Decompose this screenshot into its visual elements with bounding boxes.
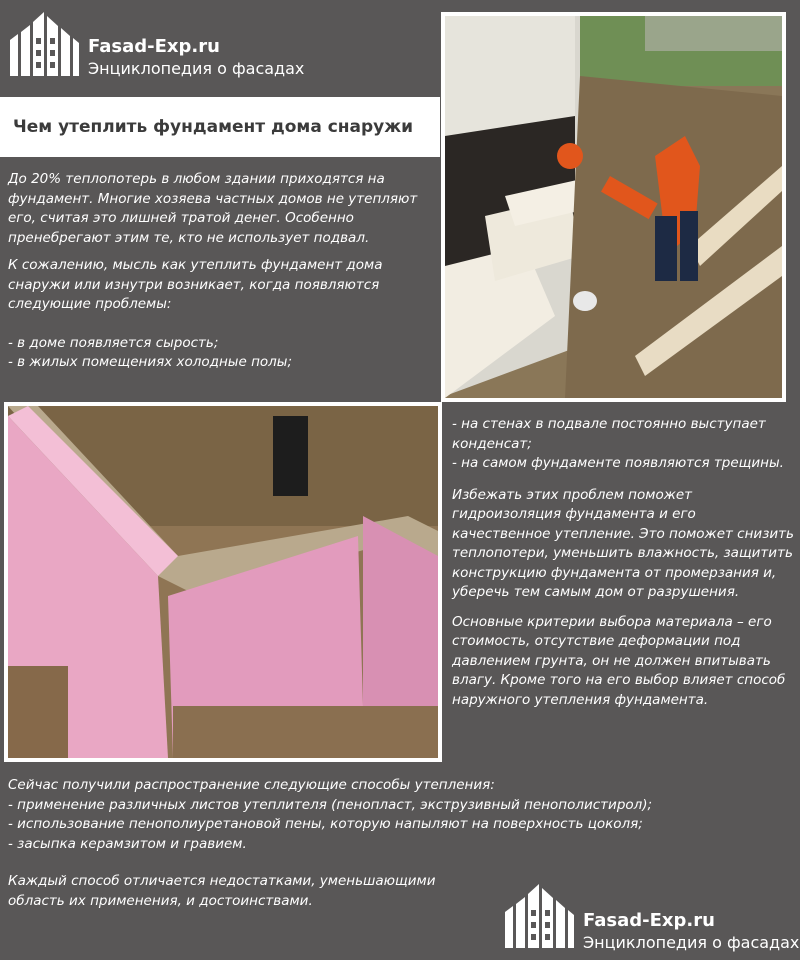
building-logo-icon — [503, 880, 575, 950]
worker-illustration — [445, 16, 782, 398]
foundation-illustration — [8, 406, 438, 758]
right-column-text — [452, 415, 796, 710]
method-item: - засыпка керамзитом и гравием. — [8, 835, 247, 852]
methods-text — [8, 776, 788, 854]
photo-pink-foam-foundation — [4, 402, 442, 762]
closing-text — [8, 872, 488, 911]
brand-tagline: Энциклопедия о фасадах — [88, 58, 305, 78]
problem-item: - в доме появляется сырость; — [8, 334, 219, 351]
problem-item: - в жилых помещениях холодные полы; — [8, 354, 292, 370]
building-logo-icon — [8, 8, 80, 78]
header-logo[interactable] — [8, 8, 308, 78]
brand-domain: Fasad-Exp.ru — [88, 36, 220, 57]
problem-item: - на стенах в подвале постоянно выступает конденсат; — [452, 416, 766, 452]
paragraph-solution: Избежать этих проблем поможет гидроизоляция фундамента и его качественное утепление. Это поможет снизить теплопотери, уменьшить влажность, защитить конструкцию фундамента от промерзания и, уберечь тем самым дом от разрушения. — [452, 486, 794, 600]
footer-logo[interactable] — [503, 880, 798, 952]
method-item: - использование пенополиуретановой пены, которую напыляют на поверхность цоколя; — [8, 816, 643, 832]
paragraph-closing: Каждый способ отличается недостатками, уменьшающими область их применения, и достоинствами. — [8, 873, 436, 909]
brand-domain: Fasad-Exp.ru — [583, 910, 715, 931]
paragraph-criteria: Основные критерии выбора материала – его стоимость, отсутствие деформации под давлением грунта, он не должен впитывать влагу. Кроме того на его выбор влияет способ наружного утепления фундамента. — [452, 613, 786, 708]
paragraph-problems-intro: К сожалению, мысль как утеплить фундамент дома снаружи или изнутри возникает, когда появляются следующие проблемы: — [8, 257, 383, 312]
page-title: Чем утеплить фундамент дома снаружи — [13, 117, 414, 137]
paragraph-intro: До 20% теплопотерь в любом здании приходятся на фундамент. Многие хозяева частных домов не утепляют его, считая это лишней тратой денег. Особенно пренебрегают этим те, кто не использует подвал. — [8, 171, 418, 246]
problem-item: - на самом фундаменте появляются трещины. — [452, 455, 784, 471]
title-bar — [0, 97, 440, 157]
brand-tagline: Энциклопедия о фасадах — [583, 932, 800, 952]
paragraph-methods-intro: Сейчас получили распространение следующие способы утепления: — [8, 777, 495, 793]
method-item: - применение различных листов утеплителя (пенопласт, экструзивный пенополистирол); — [8, 796, 653, 813]
photo-worker-insulating — [441, 12, 786, 402]
intro-text — [8, 170, 436, 373]
